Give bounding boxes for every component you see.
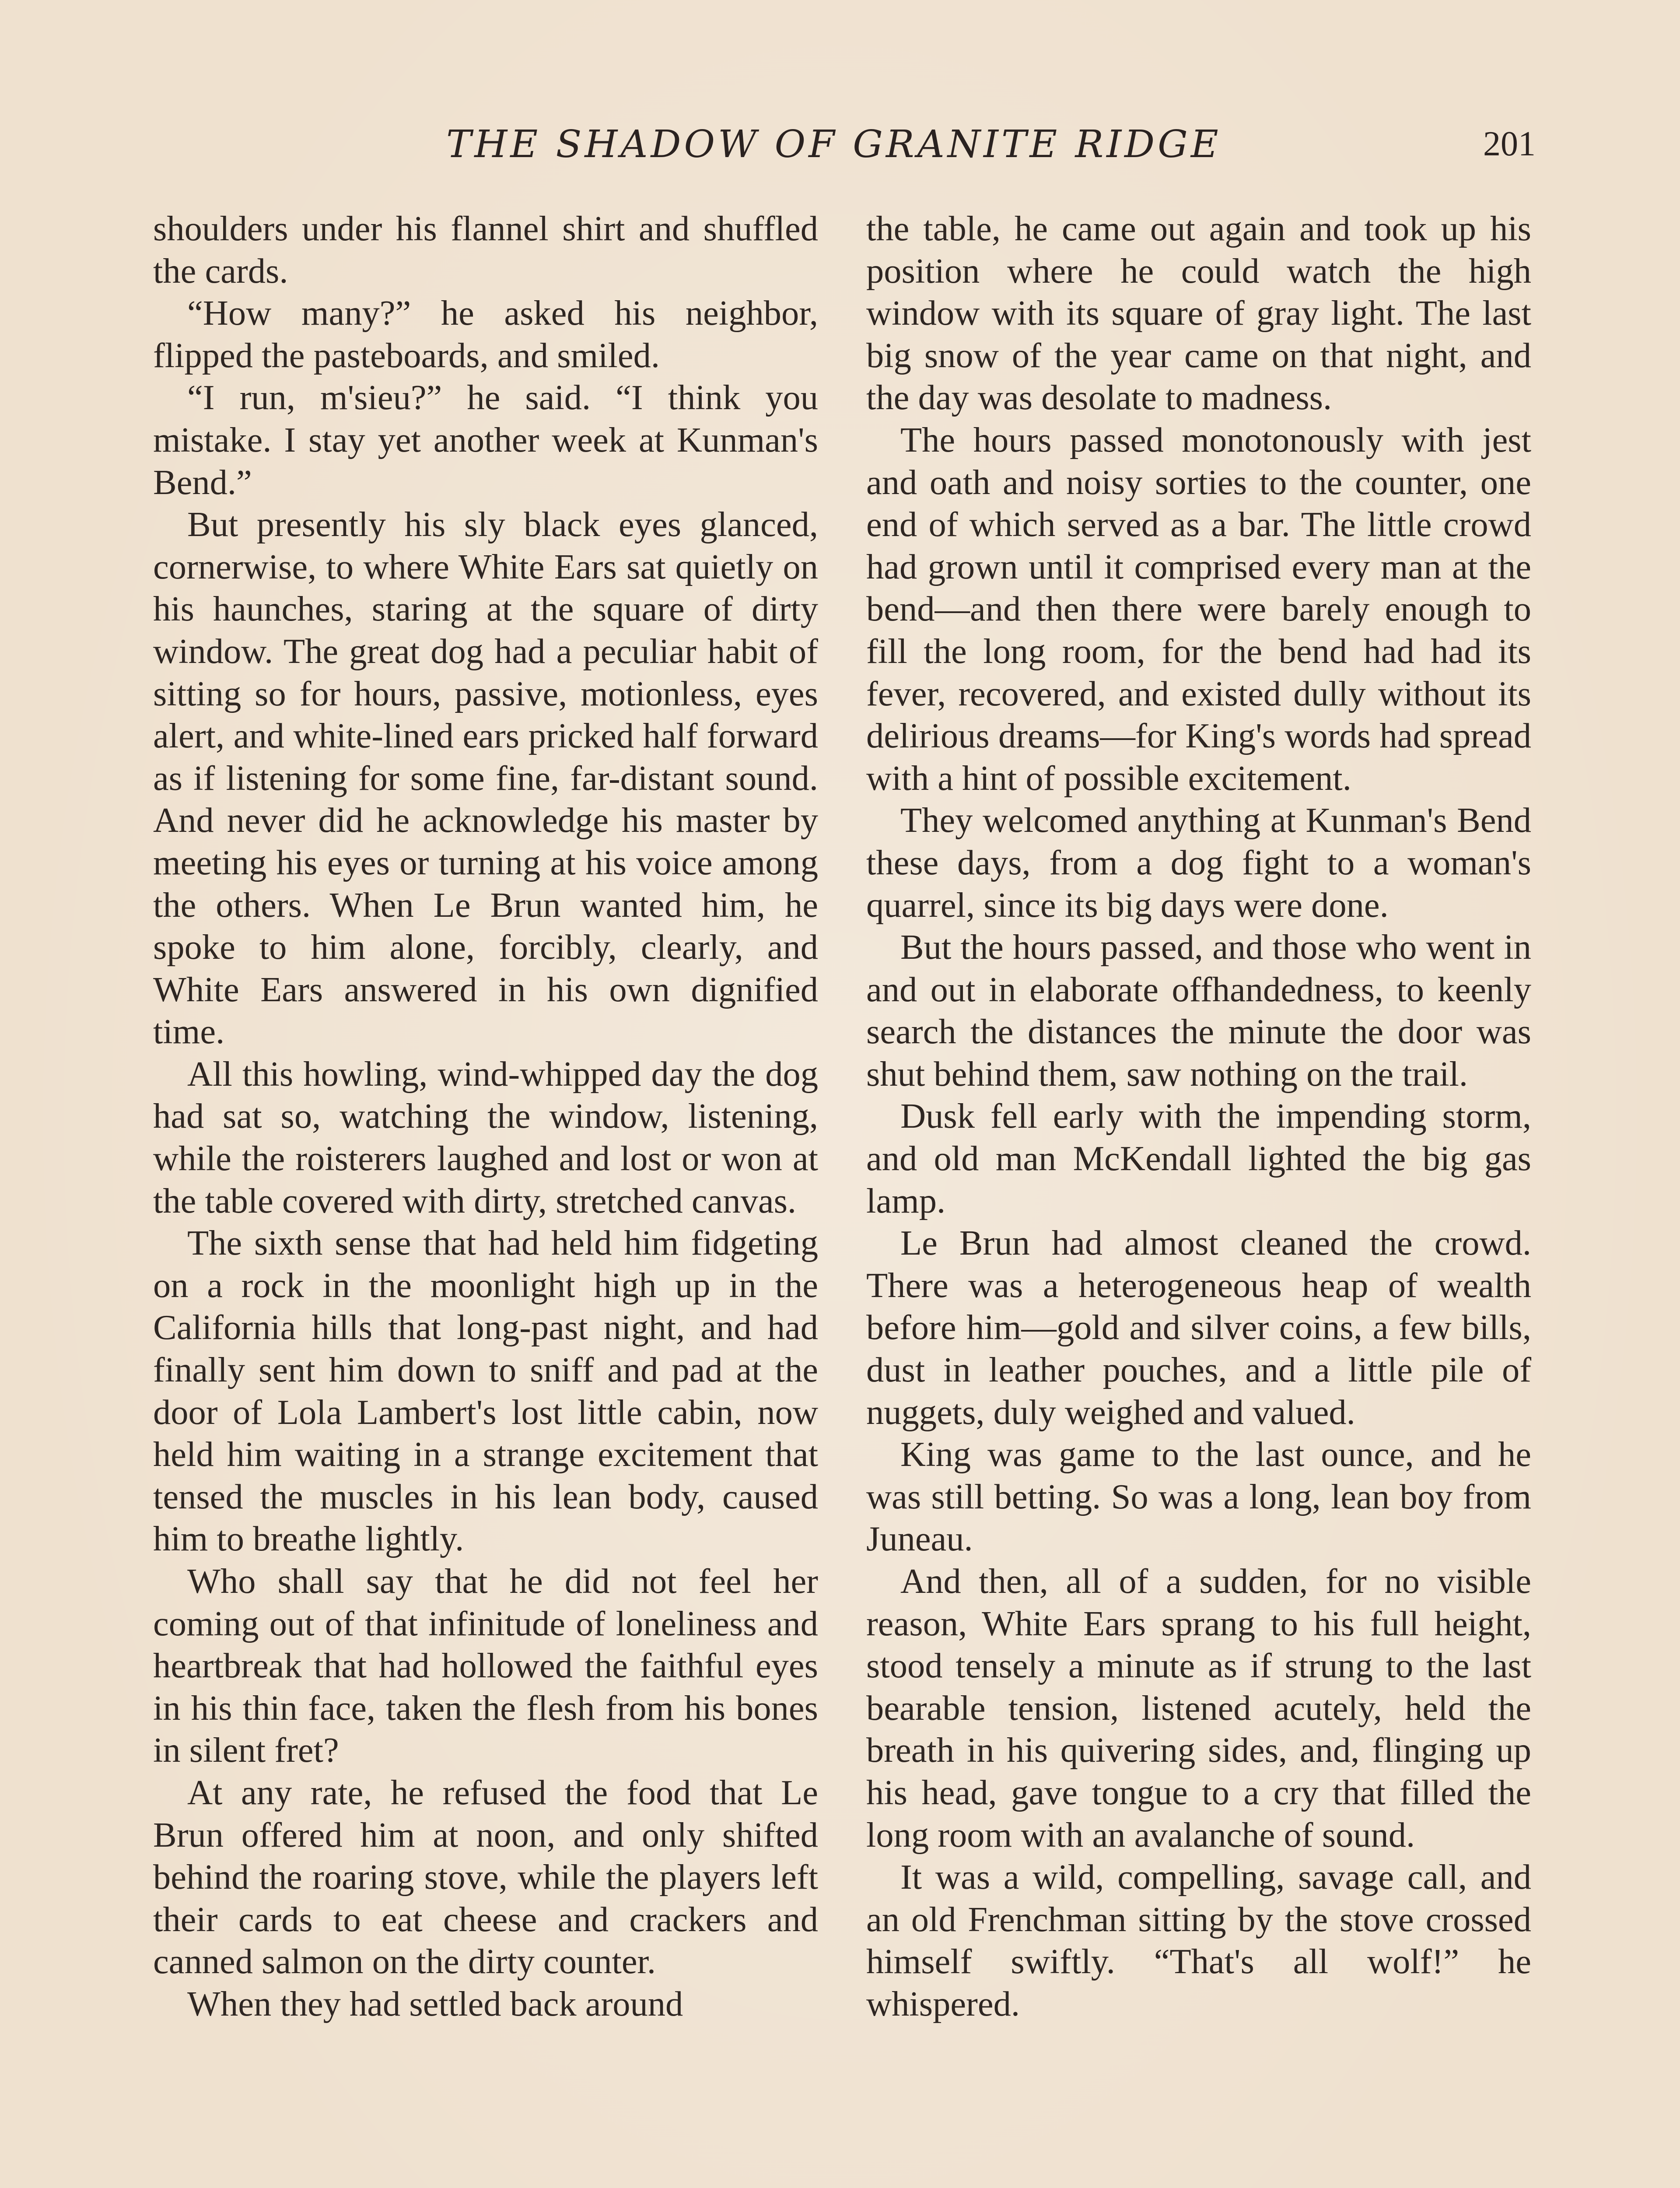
paragraph: But the hours passed, and those who went in and out in elaborate offhandedness, to keenly search the distances the minute the door was shut behind them, saw nothing on the trail.	[866, 928, 1531, 1094]
paragraph: Dusk fell early with the impending storm, and old man McKendall lighted the big gas lamp.	[866, 1097, 1531, 1220]
page-number: 201	[1483, 125, 1536, 163]
paragraph: The sixth sense that had held him fidgeting on a rock in the moonlight high up in the California hills that long-past night, and had finally sent him down to sniff and pad at the door of Lola Lambert's lost little cabin, now held him waiting in a strange excitement that tensed the muscles in his lean body, caused him to breathe lightly.	[153, 1224, 818, 1559]
paragraph: They welcomed anything at Kunman's Bend these days, from a dog fight to a woman's quarrel, since its big days were done.	[866, 801, 1531, 925]
paragraph: the table, he came out again and took up his position where he could watch the high window with its square of gray light. The last big snow of the year came on that night, and the day was desolate to madness.	[866, 209, 1531, 417]
text-columns	[153, 208, 1540, 2188]
paragraph: “How many?” he asked his neighbor, flipped the pasteboards, and smiled.	[153, 294, 818, 375]
paragraph: shoulders under his flannel shirt and shuffled the cards.	[153, 209, 818, 291]
paragraph: At any rate, he refused the food that Le Brun offered him at noon, and only shifted behind the roaring stove, while the players left their cards to eat cheese and crackers and canned salmon on the dirty counter.	[153, 1773, 818, 1981]
paragraph: The hours passed monotonously with jest and oath and noisy sorties to the counter, one end of which served as a bar. The little crowd had grown until it comprised every man at the bend—and then there were barely enough to fill the long room, for the bend had had its fever, recovered, and existed dully without its delirious dreams—for King's words had spread with a hint of possible excitement.	[866, 420, 1531, 798]
paragraph: Who shall say that he did not feel her coming out of that infinitude of loneliness and heartbreak that had hollowed the faithful eyes in his thin face, taken the flesh from his bones in silent fret?	[153, 1562, 818, 1770]
paragraph: It was a wild, compelling, savage call, and an old Frenchman sitting by the stove crossed himself swiftly. “That's all wolf!” he whispered.	[866, 1858, 1531, 2023]
paragraph: When they had settled back around	[187, 1984, 683, 2023]
paragraph: King was game to the last ounce, and he was still betting. So was a long, lean boy from Juneau.	[866, 1435, 1531, 1559]
paragraph: Le Brun had almost cleaned the crowd. There was a heterogeneous heap of wealth before him—gold and silver coins, a few bills, dust in leather pouches, and a little pile of nuggets, duly weighed and valued.	[866, 1224, 1531, 1432]
page-header	[0, 123, 1680, 193]
paragraph: And then, all of a sudden, for no visible reason, White Ears sprang to his full height, stood tensely a minute as if strung to the last bearable tension, listened acutely, held the breath in his quivering sides, and, flinging up his head, gave tongue to a cry that filled the long room with an avalanche of sound.	[866, 1562, 1531, 1855]
paragraph: All this howling, wind-whipped day the dog had sat so, watching the window, listening, while the roisterers laughed and lost or won at the table covered with dirty, stretched canvas.	[153, 1054, 818, 1220]
left-column	[153, 208, 818, 2026]
paragraph: But presently his sly black eyes glanced, cornerwise, to where White Ears sat quietly on his haunches, staring at the square of dirty window. The great dog had a peculiar habit of sitting so for hours, passive, motionless, eyes alert, and white-lined ears pricked half forward as if listening for some fine, far-distant sound. And never did he acknowledge his master by meeting his eyes or turning at his voice among the others. When Le Brun wanted him, he spoke to him alone, forcibly, clearly, and White Ears answered in his own dignified time.	[153, 505, 818, 1052]
right-column	[866, 208, 1531, 2026]
running-title: THE SHADOW OF GRANITE RIDGE	[446, 123, 1222, 166]
paragraph: “I run, m'sieu?” he said. “I think you mistake. I stay yet another week at Kunman's Bend.”	[153, 378, 818, 502]
